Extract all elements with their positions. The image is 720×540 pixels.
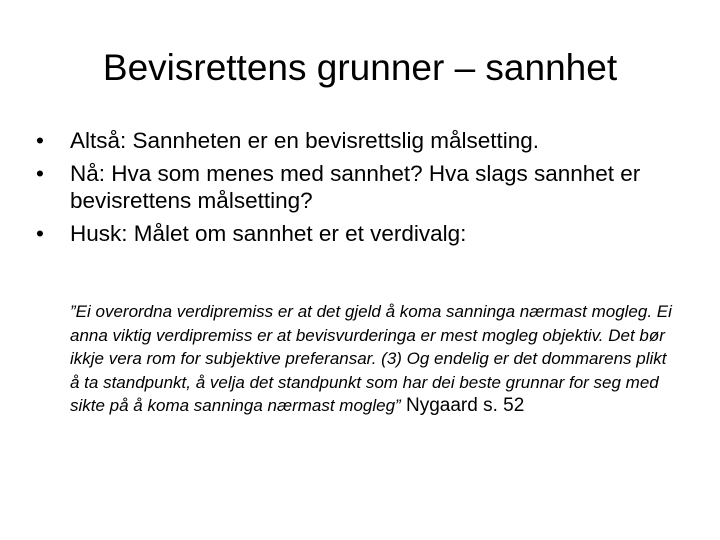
bullet-dot-icon: • bbox=[36, 221, 44, 246]
bullet-text: Nå: Hva som menes med sannhet? Hva slags sannhet er bevisrettens målsetting? bbox=[70, 161, 641, 213]
bullet-dot-icon: • bbox=[36, 128, 44, 153]
quote-citation: Nygaard s. 52 bbox=[400, 395, 525, 416]
bullet-item bbox=[36, 127, 696, 154]
slide-title: Bevisrettens grunner – sannhet bbox=[102, 47, 618, 88]
quote-text: ”Ei overordna verdipremiss er at det gjeld å koma sanninga nærmast mogleg. Ei anna viktig verdipremiss er at bevisvurderinga er mest mogleg objektiv. Det bør ikkje vera rom for subjektive preferansar. (3) Og endelig er det dommarens plikt å ta standpunkt, å velja det standpunkt som har dei beste grunnar for seg med sikte på å koma sanninga nærmast mogleg” bbox=[70, 302, 672, 415]
bullet-text: Altså: Sannheten er en bevisrettslig målsetting. bbox=[70, 128, 540, 153]
bullet-item bbox=[36, 160, 696, 214]
bullet-list bbox=[36, 127, 696, 253]
bullet-text: Husk: Målet om sannhet er et verdivalg: bbox=[70, 221, 467, 246]
quote-block bbox=[70, 300, 680, 418]
bullet-item bbox=[36, 220, 696, 247]
bullet-dot-icon: • bbox=[36, 161, 44, 186]
